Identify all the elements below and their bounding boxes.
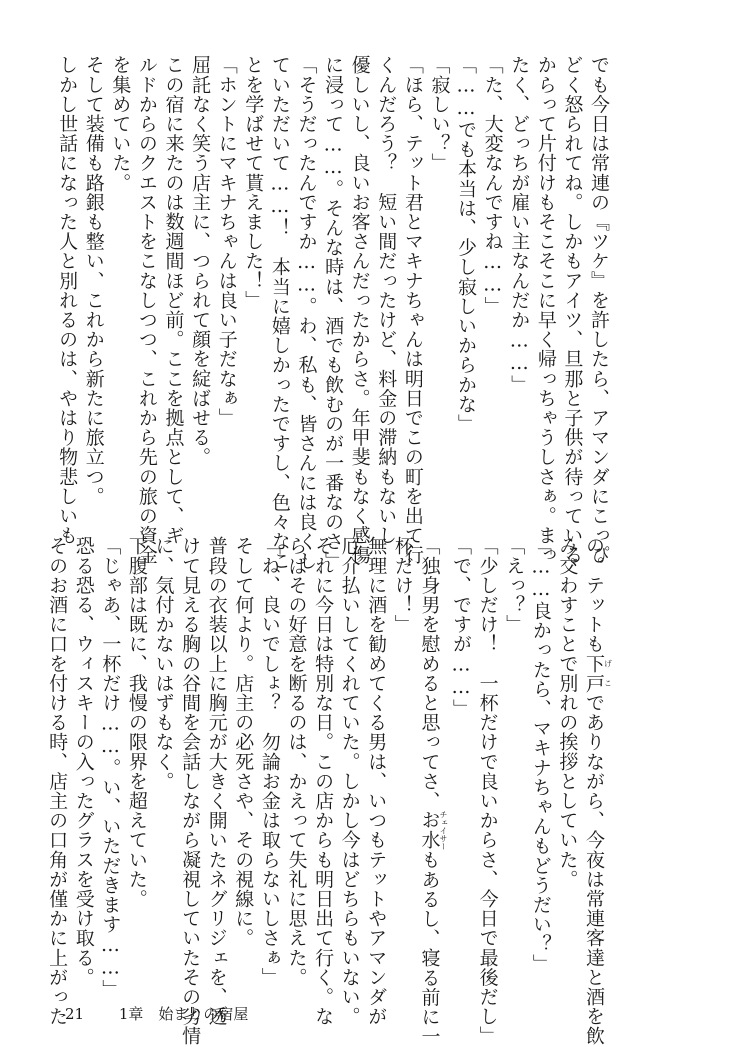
text-line-ruby: の。テットも下戸げこでありながら、今夜は常連客達と酒を飲 xyxy=(583,536,613,1046)
text-line: この宿に来たのは数週間ほど前。ここを拠点として、ギ xyxy=(162,55,185,545)
text-line: 「じゃあ、一杯だけ……。い、いただきます……」 xyxy=(99,536,122,999)
text-line: しかし世話になった人と別れるのは、やはり物悲しいも xyxy=(56,55,79,545)
text-line: 優しいし、良いお客さんだったからさ。年甲斐もなく感傷 xyxy=(348,55,371,565)
ruby-annotation: 下戸げこ xyxy=(583,653,613,693)
text-line: に、気付かないはずもなく。 xyxy=(152,536,175,791)
text-line: 下腹部は既に、我慢の限界を超えていた。 xyxy=(125,536,148,909)
text-line: 「……でも本当は、少し寂しいからかな」 xyxy=(455,55,478,434)
text-line: そのお酒に口を付ける時、店主の口角が僅かに上がった xyxy=(46,536,69,1026)
text-line: でも今日は常連の『ツケ』を許したら、アマンダにこっぴ xyxy=(588,55,610,565)
text-block-top xyxy=(56,55,612,571)
text-line: 普段の衣装以上に胸元が大きく開いたネグリジェを、透 xyxy=(205,536,228,1026)
text-line: ルドからのクエストをこなしつつ、これから先の旅の資金 xyxy=(135,55,158,565)
text-line: 無理に酒を勧めてくる男は、いつもテットやアマンダが xyxy=(365,536,388,1026)
text-line: そして何より。店主の必死さや、その視線に。 xyxy=(232,536,255,948)
text-line: 「ホントにマキナちゃんは良い子だなぁ」 xyxy=(215,55,238,428)
text-line: それに今日は特別な日。この店からも明日出て行く。な xyxy=(312,536,335,1026)
text-line: そして装備も路銀も整い、これから新たに旅立つ。 xyxy=(82,55,105,506)
text-line: に浸って……。そんな時は、酒でも飲むのが一番なのさ」 xyxy=(322,55,345,571)
text-line: を集めていた。 xyxy=(109,55,132,193)
page-number: 21 xyxy=(65,1005,85,1023)
text-line: 「ほら、テット君とマキナちゃんは明日でこの町を出て行 xyxy=(401,55,424,565)
text-line: 「た、大変なんですね……」 xyxy=(481,55,504,316)
text-line: 「そうだったんですか……。わ、私も、皆さんには良くし xyxy=(295,55,318,571)
text-line: 厄介払いしてくれていた。しかし今はどちらもいない。 xyxy=(338,536,361,1026)
text-line: からって片付けもそこそこに早く帰っちゃうしさぁ。まっ xyxy=(534,55,557,565)
text-line-ruby: 「独身男を慰めると思ってさ、お水チェイサーもあるし、寝る前に一 xyxy=(418,536,448,1047)
text-line: けて見える胸の谷間を会話しながら凝視していたその劣情 xyxy=(179,536,202,1046)
text-line: 恐る恐る、ウィスキーの入ったグラスを受け取る。 xyxy=(72,536,95,987)
text-line: 「少しだけ！ 一杯だけで良いからさ、今日で最後だし」 xyxy=(476,536,499,1046)
text-line: 「えっ？」 xyxy=(503,536,526,634)
text-line: 屈託なく笑う店主に、つられて顔を綻ばせる。 xyxy=(189,55,212,467)
ruby-annotation: お水チェイサー xyxy=(418,810,448,851)
text-line: 「ね、良いでしょ？ 勿論お金は取らないしさぁ」 xyxy=(258,536,281,987)
text-line: 「……良かったら、マキナちゃんもどうだい？」 xyxy=(529,536,552,974)
page-footer xyxy=(65,1003,248,1024)
text-line: ていただいて……！ 本当に嬉しかったですし、色々なこ xyxy=(268,55,291,571)
text-line: とを学ばせて貰えました！」 xyxy=(242,55,265,310)
text-line: 「で、ですが……」 xyxy=(450,536,473,719)
chapter-title: 1章 始まりの宿屋 xyxy=(118,1005,249,1023)
text-line: み交わすことで別れの挨拶としていた。 xyxy=(556,536,579,889)
text-line: たく、どっちが雇い主なんだか……」 xyxy=(508,55,531,395)
text-line: どく怒られてね。しかもアイツ、旦那と子供が待っている xyxy=(561,55,584,565)
text-line: 杯だけ！」 xyxy=(391,536,414,634)
text-line: 「寂しい？」 xyxy=(428,55,451,173)
text-line: らばその好意を断るのは、かえって失礼に思えた。 xyxy=(285,536,308,987)
text-line: くんだろう？ 短い間だったけど、料金の滞納もないし xyxy=(375,55,398,545)
